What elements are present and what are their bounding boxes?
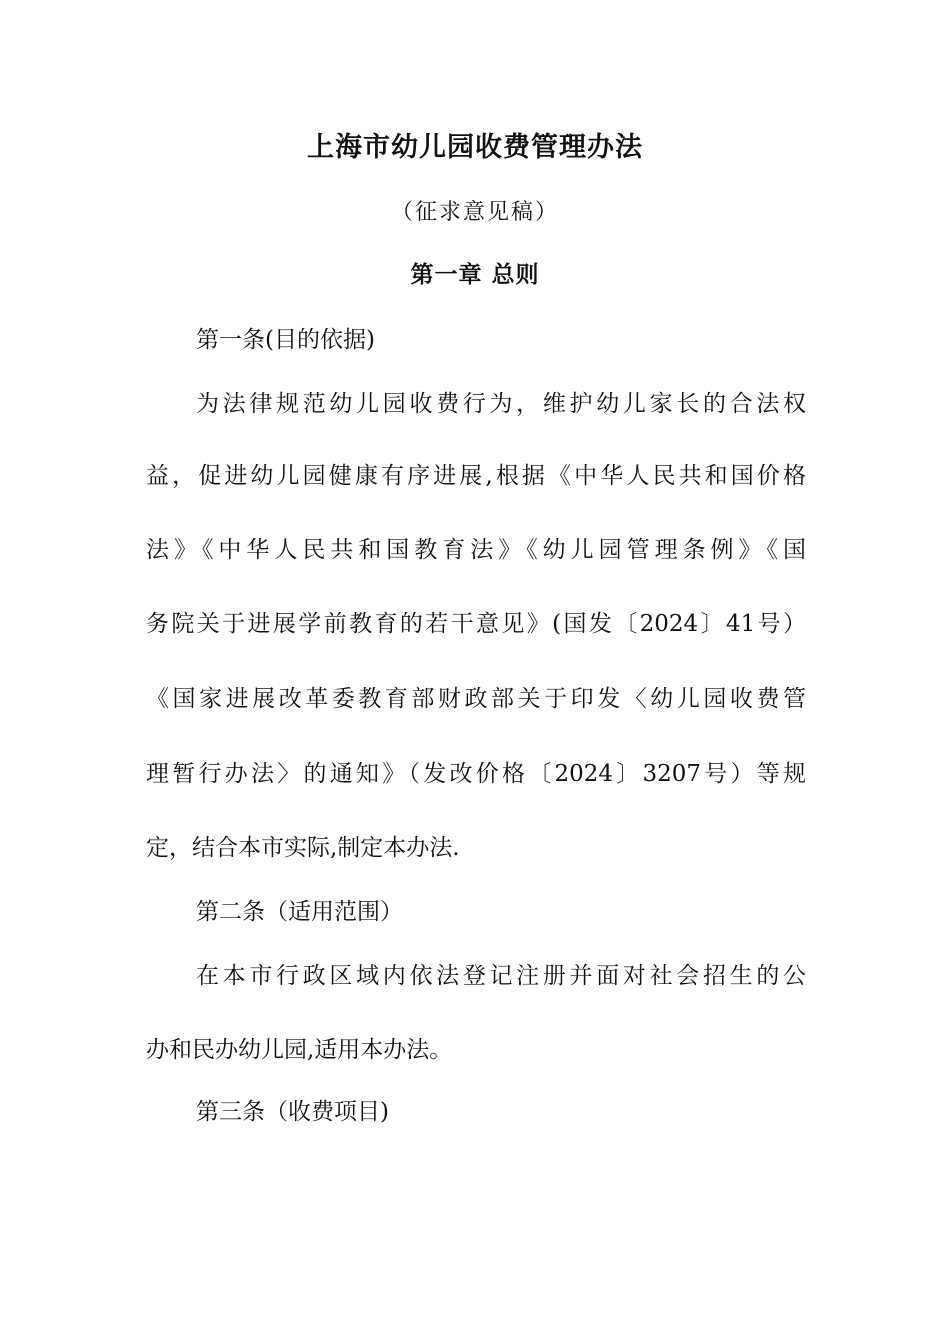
article-1-line: 益，促进幼儿园健康有序进展,根据《中华人民共和国价格	[146, 463, 806, 489]
article-1-line: 理暂行办法〉的通知》（发改价格〔2024〕3207号）等规	[146, 761, 806, 787]
article-1-heading: 第一条(目的依据)	[196, 327, 375, 353]
article-3-heading: 第三条（收费项目)	[196, 1099, 389, 1125]
document-subtitle: （征求意见稿）	[390, 200, 559, 225]
article-2-line: 在本市行政区域内依法登记注册并面对社会招生的公	[196, 963, 806, 989]
article-2-heading: 第二条（适用范围）	[196, 899, 403, 925]
article-1-line: 定，结合本市实际,制定本办法.	[146, 835, 460, 861]
article-1-line: 为法律规范幼儿园收费行为，维护幼儿家长的合法权	[196, 391, 806, 417]
article-1-line: 法》《中华人民共和国教育法》《幼儿园管理条例》《国	[146, 537, 806, 563]
article-1-line: 务院关于进展学前教育的若干意见》(国发〔2024〕41号）	[146, 611, 806, 637]
article-1-line: 《国家进展改革委教育部财政部关于印发〈幼儿园收费管	[146, 686, 806, 712]
chapter-heading: 第一章 总则	[410, 262, 540, 288]
article-2-line: 办和民办幼儿园,适用本办法。	[146, 1037, 453, 1063]
document-title: 上海市幼儿园收费管理办法	[307, 132, 643, 163]
